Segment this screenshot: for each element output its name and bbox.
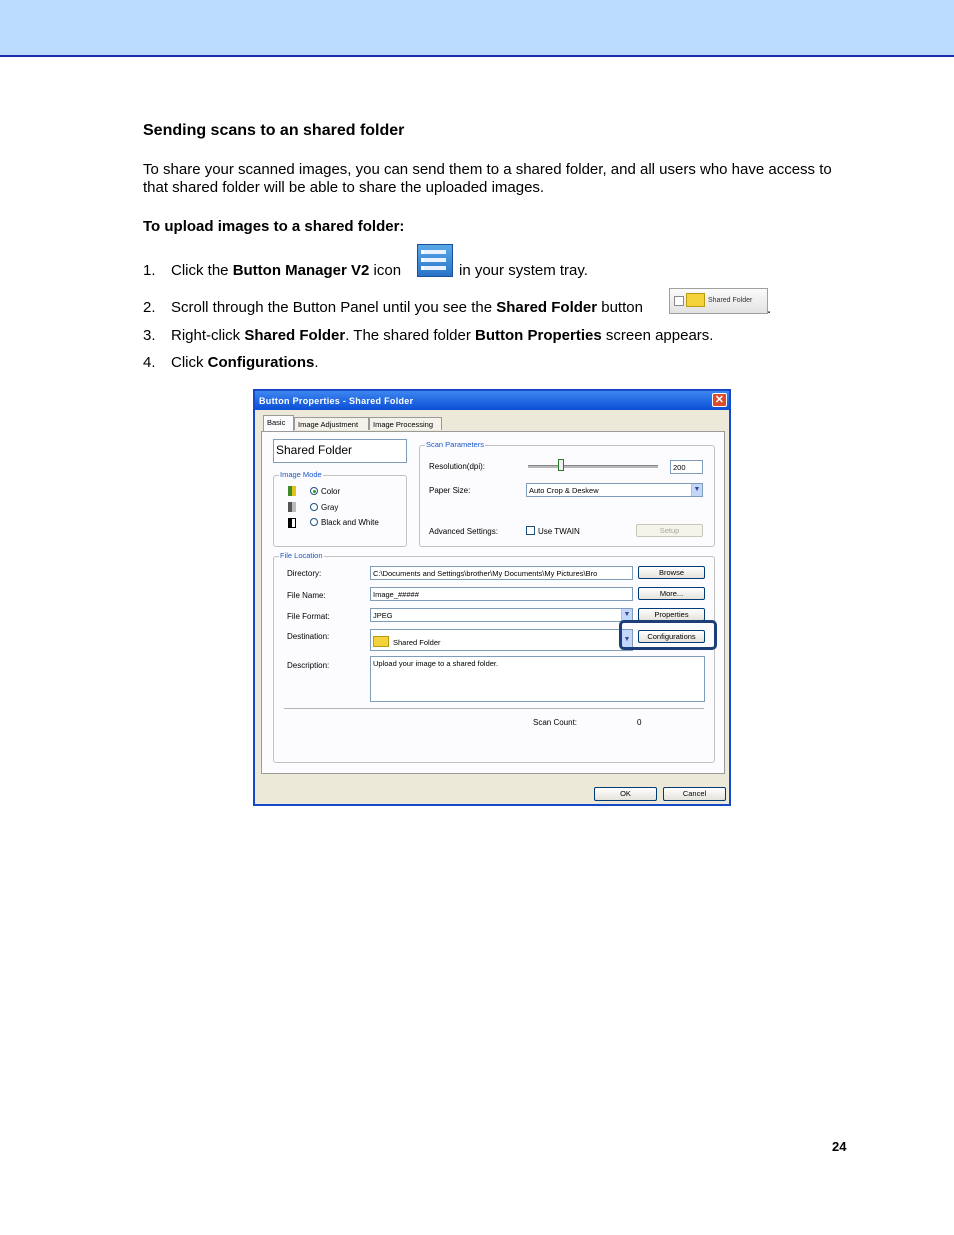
chevron-down-icon: ▼ (621, 630, 632, 650)
color-radio[interactable] (310, 487, 318, 495)
step-text: Right-click (171, 327, 245, 344)
image-mode-group (273, 470, 407, 547)
shared-folder-button-image (669, 288, 768, 314)
checkbox-icon (674, 296, 684, 306)
tab-image-processing[interactable]: Image Processing (369, 417, 442, 430)
setup-button[interactable]: Setup (636, 524, 703, 537)
procedure-heading: To upload images to a shared folder: (143, 218, 405, 235)
directory-input[interactable]: C:\Documents and Settings\brother\My Documents\My Pictures\Bro (370, 566, 633, 580)
bw-mode-icon (288, 518, 296, 528)
advanced-settings-label: Advanced Settings: (429, 527, 498, 536)
configurations-highlight (619, 620, 717, 650)
button-properties-dialog (253, 389, 731, 806)
button-name-field[interactable]: Shared Folder (273, 439, 407, 463)
header-band (0, 0, 954, 57)
destination-select[interactable] (370, 629, 633, 651)
properties-button[interactable]: Properties (638, 608, 705, 621)
step-2 (143, 299, 643, 316)
folder-icon (373, 636, 389, 647)
step-text: Click the (171, 262, 233, 279)
dialog-titlebar (255, 391, 729, 410)
scan-count-value: 0 (637, 718, 642, 727)
step-text: . (314, 354, 319, 371)
step-text: button (597, 299, 643, 316)
intro-paragraph: To share your scanned images, you can send them to a shared folder, and all users who have access to that shared folder will be able to share the uploaded images. (143, 161, 832, 196)
browse-button[interactable]: Browse (638, 566, 705, 579)
scan-parameters-legend: Scan Parameters (426, 440, 484, 449)
gray-option-label: Gray (321, 503, 339, 512)
step-text: Click (171, 354, 208, 371)
gray-mode-icon (288, 502, 296, 512)
resolution-slider-thumb[interactable] (558, 459, 564, 471)
resolution-label: Resolution(dpi): (429, 462, 486, 471)
step-1-suffix: in your system tray. (459, 262, 588, 279)
scan-count-label: Scan Count: (533, 718, 578, 727)
file-format-label: File Format: (287, 612, 330, 621)
step-number: 2. (143, 299, 156, 316)
file-name-input[interactable]: Image_##### (370, 587, 633, 601)
page-number: 24 (832, 1139, 847, 1154)
step-text: Scroll through the Button Panel until you see the (171, 299, 497, 316)
chevron-down-icon: ▼ (691, 484, 702, 496)
section-heading: Sending scans to an shared folder (143, 122, 405, 139)
color-mode-icon (288, 486, 296, 496)
step-text: . The shared folder (345, 327, 476, 344)
step-text: icon (369, 262, 402, 279)
step-bold-text: Button Manager V2 (232, 262, 370, 279)
step-text: screen appears. (601, 327, 714, 344)
bw-radio[interactable] (310, 518, 318, 526)
step-number: 4. (143, 354, 156, 371)
step-1 (143, 262, 401, 279)
image-mode-legend: Image Mode (280, 470, 322, 479)
bw-option-label: Black and White (321, 518, 379, 527)
directory-label: Directory: (287, 569, 322, 578)
dialog-title: Button Properties - Shared Folder (259, 396, 414, 406)
step-2-suffix: . (767, 300, 772, 317)
step-number: 1. (143, 262, 156, 279)
file-format-select[interactable] (370, 608, 633, 622)
destination-label: Destination: (287, 632, 330, 641)
description-textarea[interactable]: Upload your image to a shared folder. (370, 656, 705, 702)
use-twain-checkbox[interactable] (526, 526, 535, 535)
close-icon[interactable]: ✕ (712, 393, 727, 407)
scan-parameters-group (419, 440, 715, 547)
paper-size-label: Paper Size: (429, 486, 471, 495)
step-number: 3. (143, 327, 156, 344)
description-label: Description: (287, 661, 330, 670)
gray-radio[interactable] (310, 503, 318, 511)
chevron-down-icon: ▼ (621, 609, 632, 621)
paper-size-select[interactable] (526, 483, 703, 497)
file-location-group (273, 551, 715, 763)
step-bold-text: Button Properties (475, 327, 602, 344)
divider (284, 708, 704, 709)
button-manager-icon (417, 244, 453, 277)
basic-tab-panel (261, 431, 725, 774)
paper-size-value: Auto Crop & Deskew (529, 486, 599, 495)
file-location-legend: File Location (280, 551, 323, 560)
step-4 (143, 354, 319, 371)
resolution-input[interactable]: 200 (670, 460, 703, 474)
step-3 (143, 327, 713, 344)
tab-image-adjustment[interactable]: Image Adjustment (294, 417, 369, 430)
file-format-value: JPEG (373, 611, 393, 620)
resolution-slider-track[interactable] (528, 465, 658, 468)
cancel-button[interactable]: Cancel (663, 787, 726, 801)
color-option-label: Color (321, 487, 341, 496)
tab-basic[interactable]: Basic (263, 415, 294, 431)
file-name-label: File Name: (287, 591, 326, 600)
more-button[interactable]: More... (638, 587, 705, 600)
step-bold-text: Shared Folder (496, 299, 598, 316)
configurations-button[interactable]: Configurations (638, 630, 705, 643)
shared-folder-button-label: Shared Folder (708, 297, 753, 304)
use-twain-label: Use TWAIN (538, 527, 580, 536)
step-bold-text: Shared Folder (244, 327, 346, 344)
destination-value: Shared Folder (393, 638, 441, 647)
step-bold-text: Configurations (207, 354, 315, 371)
shared-folder-icon (686, 293, 705, 307)
ok-button[interactable]: OK (594, 787, 657, 801)
